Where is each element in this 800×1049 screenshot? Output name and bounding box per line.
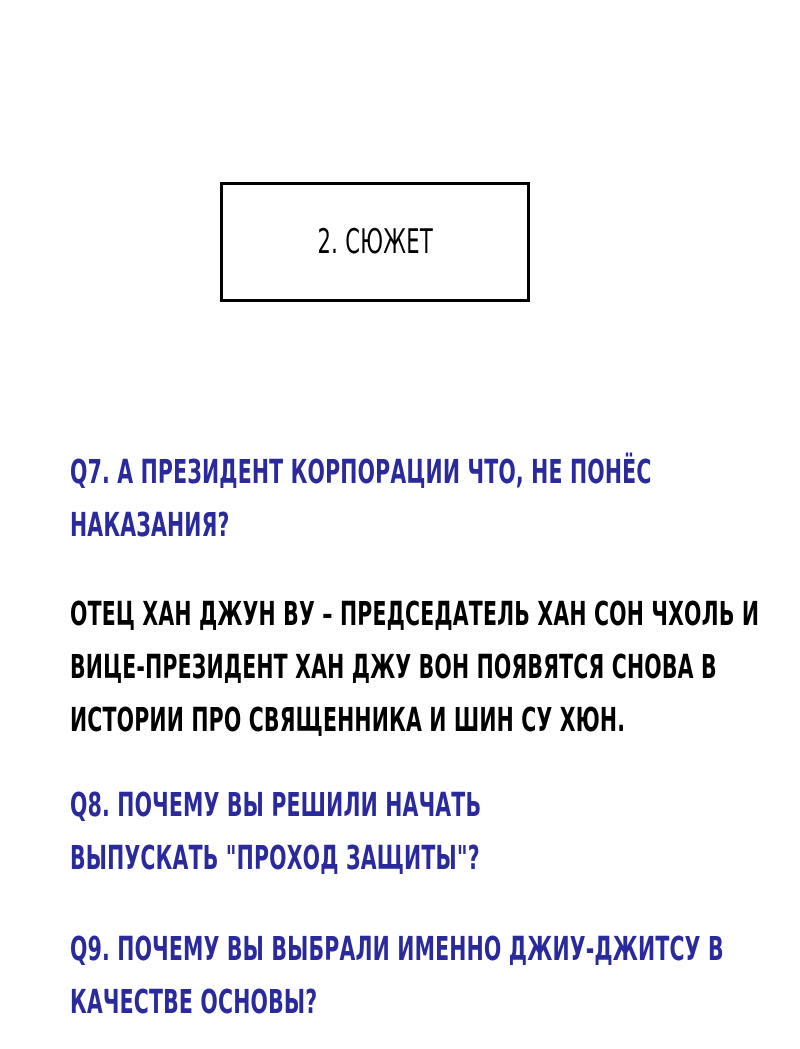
answer-7-line-2: ВИЦЕ-ПРЕЗИДЕНТ ХАН ДЖУ ВОН ПОЯВЯТСЯ СНОВА В [70,647,717,686]
answer-7-line-1: ОТЕЦ ХАН ДЖУН ВУ – ПРЕДСЕДАТЕЛЬ ХАН СОН ЧХОЛЬ И [70,594,760,633]
section-heading-box [220,182,530,302]
question-8 [70,778,715,884]
answer-7-line-3: ИСТОРИИ ПРО СВЯЩЕННИКА И ШИН СУ ХЮН. [70,700,626,739]
section-title: 2. СЮЖЕТ [317,222,433,262]
answer-7 [70,587,760,746]
question-8-line-1: Q8. ПОЧЕМУ ВЫ РЕШИЛИ НАЧАТЬ [70,785,482,824]
question-9 [70,922,724,1028]
question-9-line-1: Q9. ПОЧЕМУ ВЫ ВЫБРАЛИ ИМЕННО ДЖИУ-ДЖИТСУ В [70,929,724,968]
question-7 [70,445,715,551]
question-7-line-2: НАКАЗАНИЯ? [70,505,230,544]
question-8-line-2: ВЫПУСКАТЬ "ПРОХОД ЗАЩИТЫ"? [70,838,480,877]
question-9-line-2: КАЧЕСТВЕ ОСНОВЫ? [70,982,318,1021]
question-7-line-1: Q7. А ПРЕЗИДЕНТ КОРПОРАЦИИ ЧТО, НЕ ПОНЁС [70,452,652,491]
